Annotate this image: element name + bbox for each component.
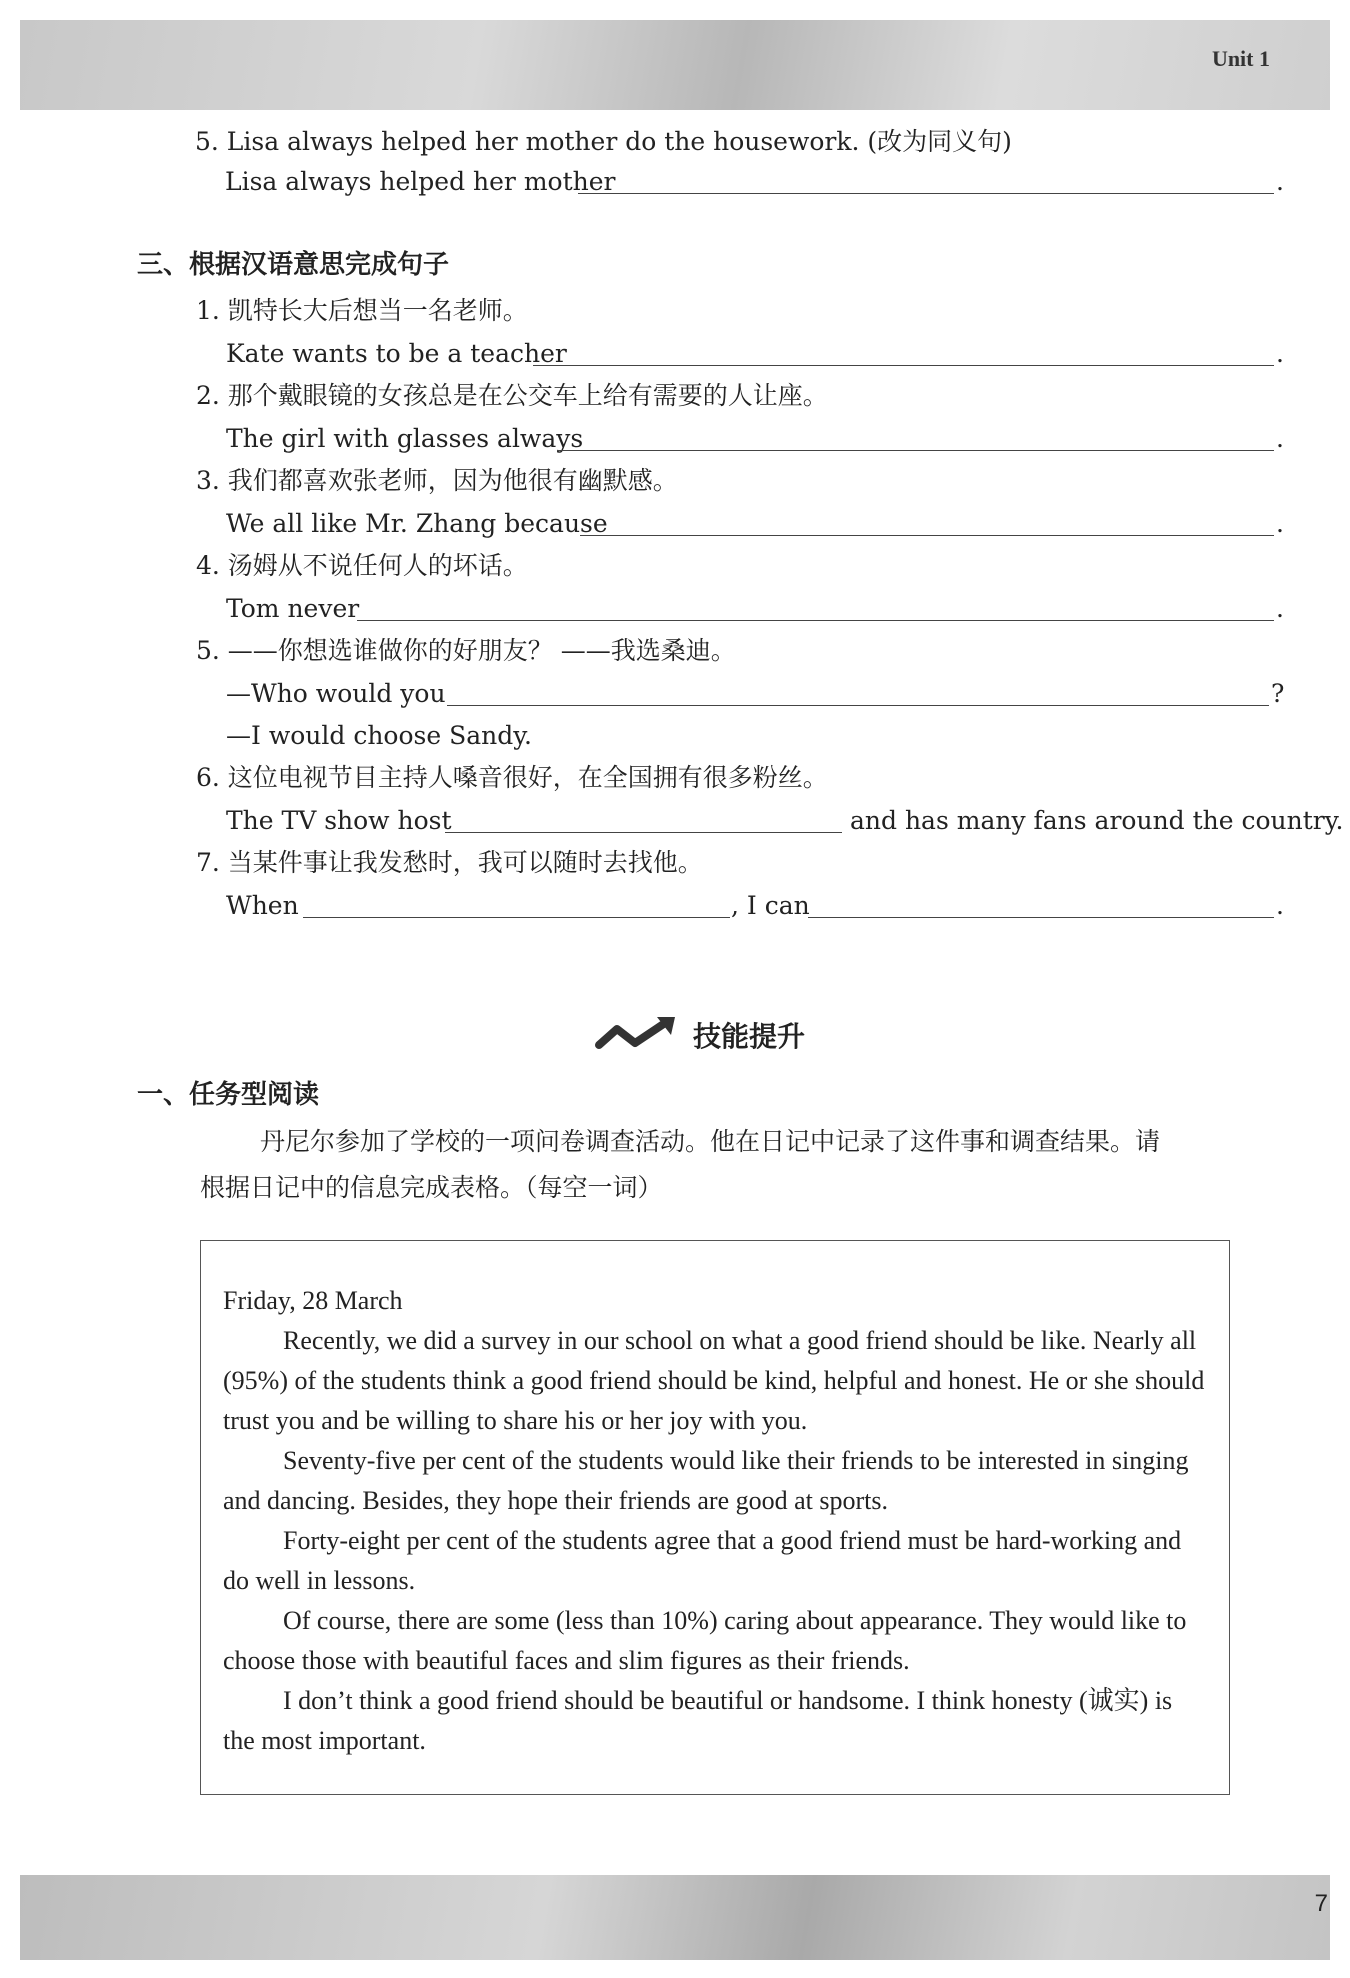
item-4-english: Tom never	[226, 594, 360, 623]
diary-paragraph-3: Forty-eight per cent of the students agree that a good friend must be hard-working and do well in lessons.	[223, 1526, 1182, 1595]
task-reading-intro-line-2: 根据日记中的信息完成表格。（每空一词）	[200, 1173, 663, 1202]
item-5-reply: —I would choose Sandy.	[226, 721, 532, 750]
diary-box	[200, 1240, 1230, 1795]
item-6-english: The TV show host	[226, 806, 452, 835]
section-3-title: 三、根据汉语意思完成句子	[137, 250, 450, 280]
item-2-chinese: 2. 那个戴眼镜的女孩总是在公交车上给有需要的人让座。	[196, 381, 828, 410]
item-6-continuation: and has many fans around the country.	[850, 806, 1344, 835]
item-2-end: .	[1276, 424, 1284, 453]
item-4-blank[interactable]	[357, 620, 1274, 621]
sentence-end: .	[1276, 167, 1284, 196]
trend-up-icon	[595, 1015, 677, 1055]
item-5-end: ?	[1271, 679, 1285, 708]
item-1-english: Kate wants to be a teacher	[226, 339, 567, 368]
item-3-end: .	[1276, 509, 1284, 538]
skills-title: 技能提升	[693, 1020, 806, 1053]
question-5-answer-start: Lisa always helped her mother	[225, 167, 616, 196]
question-5-prompt: 5. Lisa always helped her mother do the housework. (改为同义句)	[195, 127, 1012, 156]
task-reading-title: 一、任务型阅读	[137, 1080, 320, 1110]
item-3-blank[interactable]	[580, 535, 1274, 536]
diary-paragraph-2: Seventy-five per cent of the students would like their friends to be interested in singing and dancing. Besides, they hope their friends are good at sports.	[223, 1446, 1189, 1515]
item-1-chinese: 1. 凯特长大后想当一名老师。	[196, 296, 528, 325]
item-7-english: When	[226, 891, 299, 920]
unit-label: Unit 1	[1211, 46, 1270, 71]
item-6-chinese: 6. 这位电视节目主持人嗓音很好，在全国拥有很多粉丝。	[196, 763, 828, 792]
item-7-middle: , I can	[731, 891, 810, 920]
item-7-chinese: 7. 当某件事让我发愁时，我可以随时去找他。	[196, 848, 703, 877]
diary-date: Friday, 28 March	[223, 1286, 403, 1315]
item-1-blank[interactable]	[533, 365, 1274, 366]
item-5-chinese: 5. ——你想选谁做你的好朋友？ ——我选桑迪。	[196, 636, 736, 665]
skills-heading	[595, 1015, 805, 1055]
header-band	[20, 20, 1330, 110]
item-4-chinese: 4. 汤姆从不说任何人的坏话。	[196, 551, 528, 580]
item-6-blank[interactable]	[445, 832, 842, 833]
answer-blank[interactable]	[578, 193, 1274, 194]
footer-band	[20, 1875, 1330, 1960]
page-number: 7	[1314, 1890, 1328, 1917]
item-3-english: We all like Mr. Zhang because	[226, 509, 608, 538]
diary-paragraph-4: Of course, there are some (less than 10%) caring about appearance. They would like to choose those with beautiful faces and slim figures as their friends.	[223, 1606, 1187, 1675]
item-1-end: .	[1276, 339, 1284, 368]
item-3-chinese: 3. 我们都喜欢张老师，因为他很有幽默感。	[196, 466, 678, 495]
diary-paragraph-5: I don’t think a good friend should be beautiful or handsome. I think honesty (诚实) is the most important.	[223, 1686, 1173, 1755]
diary-text	[223, 1281, 1208, 1761]
item-7-blank-2[interactable]	[808, 917, 1274, 918]
item-5-english: —Who would you	[226, 679, 446, 708]
diary-paragraph-1: Recently, we did a survey in our school on what a good friend should be like. Nearly all (95%) of the students think a good friend should be kind, helpful and honest. He or she should trust you and be willing to share his or her joy with you.	[223, 1326, 1205, 1435]
item-5-blank[interactable]	[447, 705, 1269, 706]
item-2-blank[interactable]	[557, 450, 1274, 451]
item-2-english: The girl with glasses always	[226, 424, 584, 453]
item-4-end: .	[1276, 594, 1284, 623]
item-7-end: .	[1276, 891, 1284, 920]
task-reading-intro-line-1: 丹尼尔参加了学校的一项问卷调查活动。他在日记中记录了这件事和调查结果。请	[260, 1127, 1161, 1156]
item-7-blank-1[interactable]	[303, 917, 730, 918]
